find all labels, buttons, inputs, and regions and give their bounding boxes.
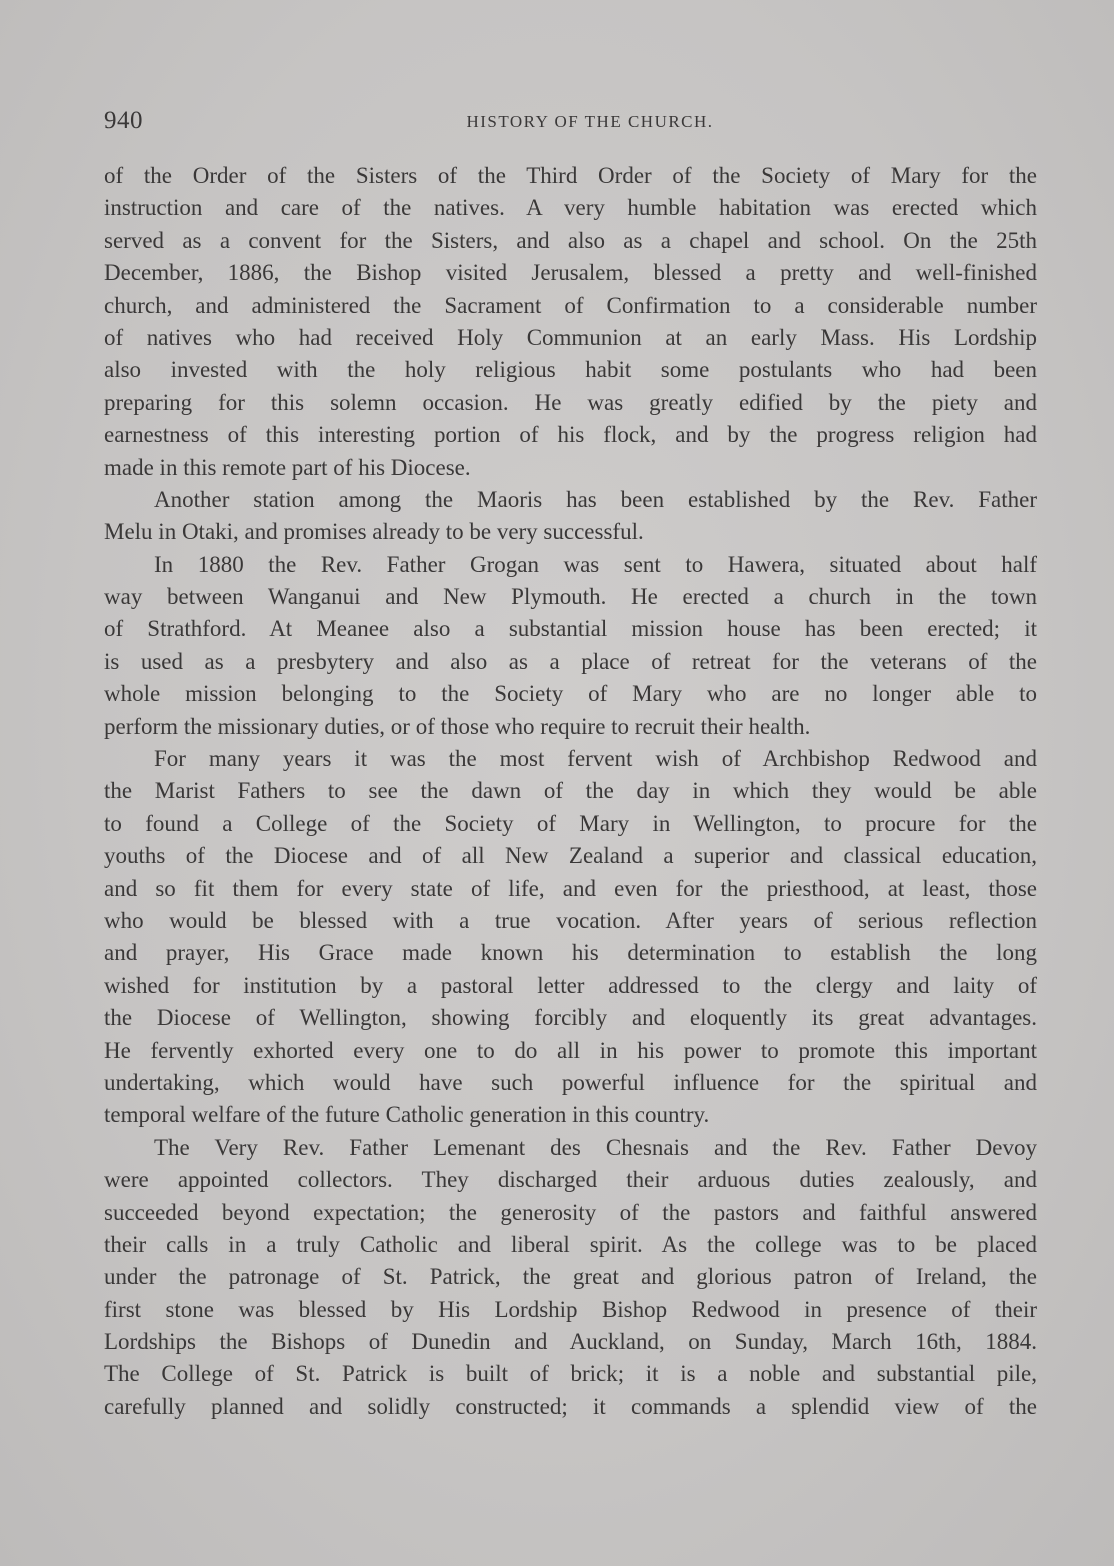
text-line: is used as a presbytery and also as a place of retreat for the veterans of the — [104, 648, 1037, 674]
text-line: and so fit them for every state of life, and even for the priesthood, at least, those — [104, 875, 1037, 901]
paragraph-college-wish — [104, 743, 1037, 1132]
text-line: their calls in a truly Catholic and liberal spirit. As the college was to be placed — [104, 1231, 1037, 1257]
text-line: church, and administered the Sacrament of Confirmation to a considerable number — [104, 292, 1037, 318]
text-line: who would be blessed with a true vocation. After years of serious reflection — [104, 907, 1037, 933]
text-line: He fervently exhorted every one to do all in his power to promote this important — [104, 1037, 1037, 1063]
text-line: Lordships the Bishops of Dunedin and Auckland, on Sunday, March 16th, 1884. — [104, 1329, 1037, 1355]
body-text — [104, 160, 1037, 1423]
text-line: earnestness of this interesting portion of his flock, and by the progress religion had — [104, 422, 1037, 448]
text-line: also invested with the holy religious habit some postulants who had been — [104, 357, 1037, 383]
text-line: the Marist Fathers to see the dawn of the day in which they would be able — [104, 778, 1037, 804]
text-line: made in this remote part of his Diocese. — [104, 454, 471, 480]
text-line: under the patronage of St. Patrick, the great and glorious patron of Ireland, the — [104, 1264, 1037, 1290]
text-line: first stone was blessed by His Lordship Bishop Redwood in presence of their — [104, 1296, 1037, 1322]
text-line: the Diocese of Wellington, showing forcibly and eloquently its great advantages. — [104, 1005, 1037, 1031]
running-title: HISTORY OF THE CHURCH. — [466, 112, 714, 131]
text-line: carefully planned and solidly constructed; it commands a splendid view of the — [104, 1393, 1037, 1419]
text-line: The Very Rev. Father Lemenant des Chesnais and the Rev. Father Devoy — [154, 1134, 1037, 1160]
text-line: and prayer, His Grace made known his determination to establish the long — [104, 940, 1037, 966]
text-line: were appointed collectors. They discharged their arduous duties zealously, and — [104, 1167, 1037, 1193]
text-line: of the Order of the Sisters of the Third Order of the Society of Mary for the — [104, 163, 1037, 188]
text-line: wished for institution by a pastoral letter addressed to the clergy and laity of — [104, 972, 1037, 998]
text-line: preparing for this solemn occasion. He was greatly edified by the piety and — [104, 389, 1037, 415]
running-head — [104, 106, 1036, 136]
text-line: For many years it was the most fervent wish of Archbishop Redwood and — [154, 746, 1037, 772]
page-number: 940 — [104, 107, 143, 134]
text-line: The College of St. Patrick is built of brick; it is a noble and substantial pile, — [104, 1361, 1037, 1387]
text-line: temporal welfare of the future Catholic generation in this country. — [104, 1102, 710, 1128]
text-line: way between Wanganui and New Plymouth. He erected a church in the town — [104, 584, 1037, 610]
text-line: Melu in Otaki, and promises already to be very successful. — [104, 519, 644, 545]
paragraph-sisters-of-third-order — [104, 160, 1037, 484]
text-line: December, 1886, the Bishop visited Jerusalem, blessed a pretty and well-finished — [104, 260, 1037, 286]
paragraph-hawera-meanee — [104, 549, 1037, 743]
text-line: succeeded beyond expectation; the generosity of the pastors and faithful answered — [104, 1199, 1037, 1225]
text-line: In 1880 the Rev. Father Grogan was sent to Hawera, situated about half — [154, 551, 1037, 577]
text-line: of natives who had received Holy Communion at an early Mass. His Lordship — [104, 324, 1037, 350]
text-line: of Strathford. At Meanee also a substantial mission house has been erected; it — [104, 616, 1037, 642]
text-line: instruction and care of the natives. A very humble habitation was erected which — [104, 195, 1037, 221]
text-line: Another station among the Maoris has been established by the Rev. Father — [154, 486, 1037, 512]
paragraph-otaki-station — [104, 484, 1037, 549]
text-line: to found a College of the Society of Mary in Wellington, to procure for the — [104, 810, 1037, 836]
paragraph-collectors-st-patrick — [104, 1132, 1037, 1424]
text-line: perform the missionary duties, or of those who require to recruit their health. — [104, 713, 811, 739]
text-line: youths of the Diocese and of all New Zealand a superior and classical education, — [104, 843, 1037, 869]
text-line: served as a convent for the Sisters, and also as a chapel and school. On the 25th — [104, 227, 1037, 253]
text-line: whole mission belonging to the Society of Mary who are no longer able to — [104, 681, 1037, 707]
text-line: undertaking, which would have such powerful influence for the spiritual and — [104, 1069, 1037, 1095]
